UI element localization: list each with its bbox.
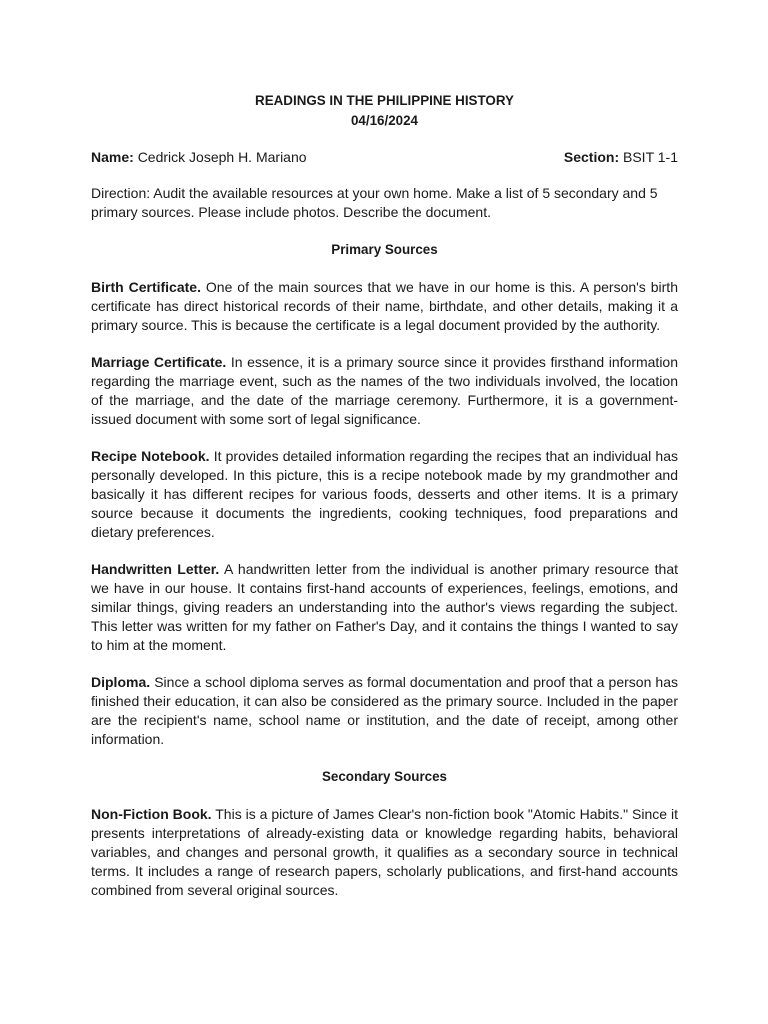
student-name <box>91 147 307 167</box>
primary-entry-marriage-certificate <box>91 353 678 429</box>
direction-text: Direction: Audit the available resources at your own home. Make a list of 5 secondary and 5 primary sources. Please include photos. Describe the document. <box>91 185 658 220</box>
section-label: Section: <box>563 149 620 165</box>
section-value: BSIT 1-1 <box>623 149 678 165</box>
entry-title: Non-Fiction Book. <box>91 806 212 822</box>
primary-entry-birth-certificate <box>91 278 678 335</box>
entry-text: This is a picture of James Clear's non-fiction book "Atomic Habits." Since it presents interpretations of already-existing data or knowledge regarding habits, behavioral variables, and changes and personal growth, it qualifies as a secondary source in technical terms. It includes a range of research papers, scholarly publications, and first-hand accounts combined from several original sources. <box>91 806 678 898</box>
secondary-entry-non-fiction-book <box>91 805 678 900</box>
name-label: Name: <box>91 149 134 165</box>
secondary-sources-heading: Secondary Sources <box>321 769 448 784</box>
primary-entry-recipe-notebook <box>91 447 678 542</box>
entry-text: It provides detailed information regarding the recipes that an individual has personally developed. In this picture, this is a recipe notebook made by my grandmother and basically it has different recipes for various foods, desserts and other items. It is a primary source because it documents the ingredients, cooking techniques, food preparations and dietary preferences. <box>91 448 678 540</box>
primary-entry-diploma <box>91 673 678 749</box>
student-info-row <box>91 147 678 167</box>
entry-text: A handwritten letter from the individual is another primary resource that we have in our house. It contains first-hand accounts of experiences, feelings, emotions, and similar things, giving readers an understanding into the author's views regarding the subject. This letter was written for my father on Father's Day, and it contains the things I wanted to say to him at the moment. <box>91 561 678 653</box>
entry-text: In essence, it is a primary source since it provides firsthand information regarding the marriage event, such as the names of the two individuals involved, the location of the marriage, and the date of the marriage ceremony. Furthermore, it is a government-issued document with some sort of legal significance. <box>91 354 679 427</box>
entry-title: Birth Certificate. <box>91 279 201 295</box>
entry-text: One of the main sources that we have in our home is this. A person's birth certificate has direct historical records of their name, birthdate, and other details, making it a primary source. This is because the certificate is a legal document provided by the authority. <box>91 279 678 333</box>
document-date: 04/16/2024 <box>350 113 419 128</box>
primary-sources-heading: Primary Sources <box>331 242 438 257</box>
entry-title: Diploma. <box>91 674 151 690</box>
entry-title: Handwritten Letter. <box>91 561 220 577</box>
entry-title: Recipe Notebook. <box>91 448 210 464</box>
student-section <box>564 147 678 167</box>
primary-entry-handwritten-letter <box>91 560 678 655</box>
entry-title: Marriage Certificate. <box>91 354 227 370</box>
document-title: READINGS IN THE PHILIPPINE HISTORY <box>255 93 514 108</box>
document-page <box>91 91 678 900</box>
entry-text: Since a school diploma serves as formal documentation and proof that a person has finished their education, it can also be considered as the primary source. Included in the paper are the recipient's name, school name or institution, and the date of receipt, among other information. <box>91 674 678 747</box>
name-value: Cedrick Joseph H. Mariano <box>137 149 307 165</box>
